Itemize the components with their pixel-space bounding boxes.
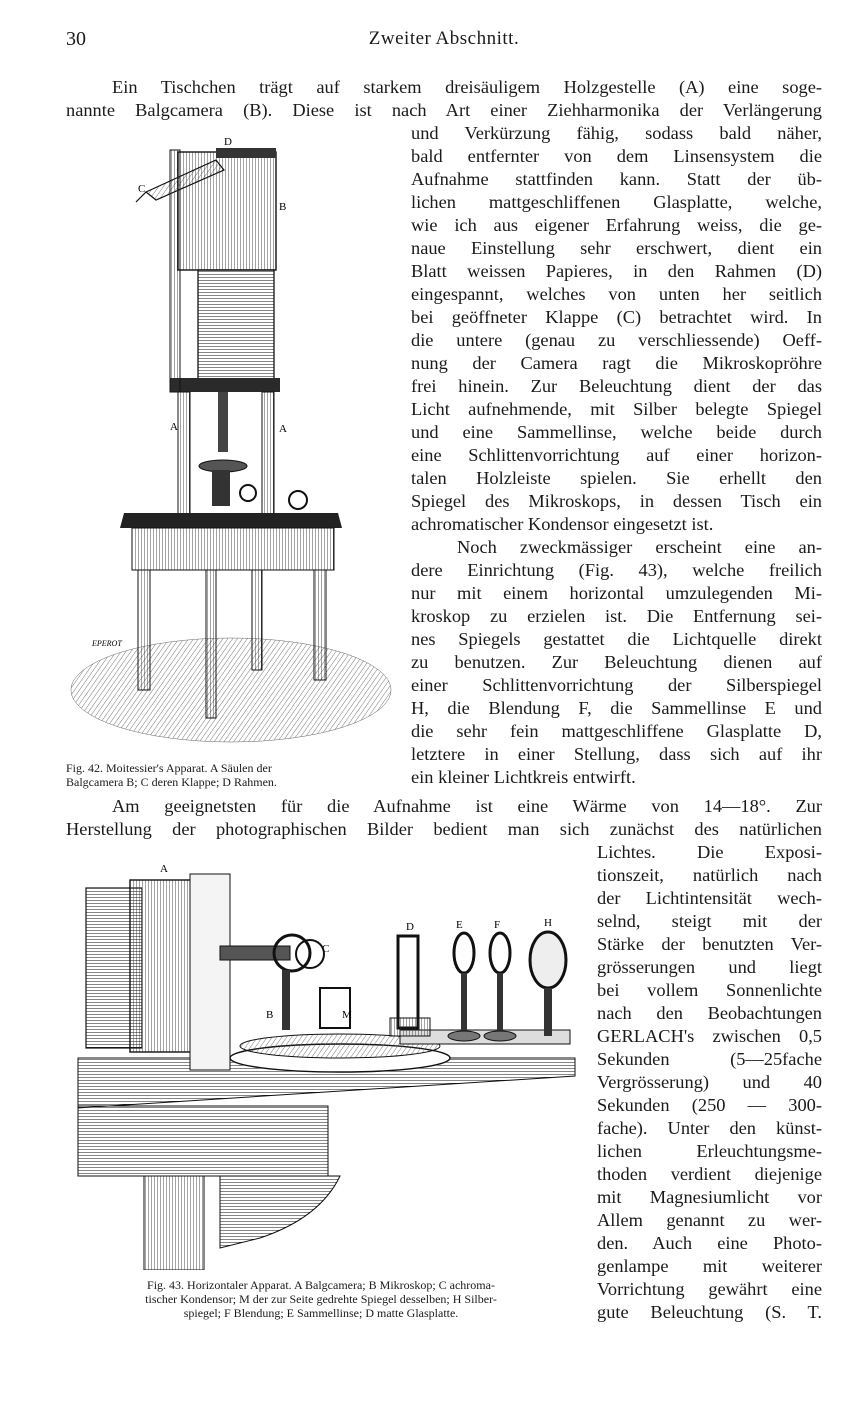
text-line: die untere (genau zu verschliessende) Oeff- bbox=[411, 330, 822, 350]
text-line: Allem genannt zu wer- bbox=[597, 1210, 822, 1230]
text-line: talen Holzleiste spielen. Sie erhellt den bbox=[411, 468, 822, 488]
page-header bbox=[66, 28, 822, 52]
caption-line: spiegel; F Blendung; E Sammellinse; D matte Glasplatte. bbox=[183, 1306, 459, 1320]
text-line: nes Spiegels gestattet die Lichtquelle direkt bbox=[411, 629, 822, 649]
figure-label-c: C bbox=[322, 943, 330, 955]
text-line: wie ich aus eigener Erfahrung weiss, die ge- bbox=[411, 215, 822, 235]
text-line: thoden verdient diejenige bbox=[597, 1164, 822, 1184]
figure-42-illustration bbox=[66, 130, 396, 750]
engraver-signature: EPEROT bbox=[92, 639, 122, 648]
text-line: tionszeit, natürlich nach bbox=[597, 865, 822, 885]
text-line: Aufnahme stattfinden kann. Statt der üb- bbox=[411, 169, 822, 189]
text-line: nannte Balgcamera (B). Diese ist nach Art einer Ziehharmonika der Verlängerung bbox=[66, 100, 822, 120]
text-line: fache). Unter den künst- bbox=[597, 1118, 822, 1138]
page-number: 30 bbox=[66, 28, 86, 50]
text-line: Blatt weissen Papieres, in den Rahmen (D) bbox=[411, 261, 822, 281]
text-line: Am geeignetsten für die Aufnahme ist eine Wärme von 14—18°. Zur bbox=[112, 796, 822, 816]
text-line: und eine Sammellinse, welche beide durch bbox=[411, 422, 822, 442]
text-line: einer Schlittenvorrichtung der Silberspiegel bbox=[411, 675, 822, 695]
figure-label-a: A bbox=[170, 421, 178, 433]
text-line: mit Magnesiumlicht vor bbox=[597, 1187, 822, 1207]
text-line: gute Beleuchtung (S. T. bbox=[597, 1302, 822, 1322]
text-line: nur mit einem horizontal umzulegenden Mi- bbox=[411, 583, 822, 603]
text-line: die sehr fein mattgeschliffene Glasplatte D, bbox=[411, 721, 822, 741]
figure-label-a: A bbox=[160, 863, 168, 875]
running-title: Zweiter Abschnitt. bbox=[368, 28, 520, 49]
text-line: nach den Beobachtungen bbox=[597, 1003, 822, 1023]
figure-label-f: F bbox=[494, 919, 501, 931]
text-line: eingespannt, welches von unten her seitlich bbox=[411, 284, 822, 304]
text-line: Spiegel des Mikroskops, in dessen Tisch ein bbox=[411, 491, 822, 511]
text-line: lichen mattgeschliffenen Glasplatte, welche, bbox=[411, 192, 822, 212]
figure-label-a: A bbox=[279, 423, 287, 435]
text-line: Herstellung der photographischen Bilder bedient man sich zunächst des natürlichen bbox=[66, 819, 822, 839]
text-line: und Verkürzung fähig, sodass bald näher, bbox=[411, 123, 822, 143]
text-line: achromatischer Kondensor eingesetzt ist. bbox=[411, 514, 714, 534]
figure-label-c: C bbox=[138, 183, 146, 195]
caption-line: Fig. 42. Moitessier's Apparat. A Säulen der bbox=[66, 761, 272, 775]
text-line: Sekunden (250 — 300- bbox=[597, 1095, 822, 1115]
text-line: H, die Blendung F, die Sammellinse E und bbox=[411, 698, 822, 718]
figure-42-caption bbox=[66, 761, 391, 789]
text-line: bei geöffneter Klappe (C) betrachtet wird. In bbox=[411, 307, 822, 327]
figure-label-h: H bbox=[544, 917, 552, 929]
text-line: GERLACH's zwischen 0,5 bbox=[597, 1026, 822, 1046]
text-line: Ein Tischchen trägt auf starkem dreisäuligem Holzgestelle (A) eine soge- bbox=[112, 77, 822, 97]
text-line: selnd, steigt mit der bbox=[597, 911, 822, 931]
caption-line: Balgcamera B; C deren Klappe; D Rahmen. bbox=[66, 775, 277, 789]
text-line: zu benutzen. Zur Beleuchtung dienen auf bbox=[411, 652, 822, 672]
figure-label-d: D bbox=[406, 921, 414, 933]
text-line: der Lichtintensität wech- bbox=[597, 888, 822, 908]
text-line: Noch zweckmässiger erscheint eine an- bbox=[457, 537, 822, 557]
text-line: Vorrichtung gewährt eine bbox=[597, 1279, 822, 1299]
text-line: nung der Camera ragt die Mikroskopröhre bbox=[411, 353, 822, 373]
text-line: Licht aufnehmende, mit Silber belegte Spiegel bbox=[411, 399, 822, 419]
text-line: naue Einstellung sehr erschwert, dient ein bbox=[411, 238, 822, 258]
text-line: letztere in einer Stellung, dass sich auf ihr bbox=[411, 744, 822, 764]
figure-43-caption bbox=[60, 1278, 582, 1320]
text-line: lichen Erleuchtungsme- bbox=[597, 1141, 822, 1161]
text-line: genlampe mit weiterer bbox=[597, 1256, 822, 1276]
figure-label-d: D bbox=[224, 136, 232, 148]
figure-label-m: M bbox=[342, 1009, 352, 1021]
figure-label-b: B bbox=[266, 1009, 274, 1021]
text-line: Sekunden (5—25fache bbox=[597, 1049, 822, 1069]
text-line: eine Schlittenvorrichtung auf einer horizon- bbox=[411, 445, 822, 465]
text-line: kroskop zu erzielen ist. Die Entfernung sei- bbox=[411, 606, 822, 626]
figure-43-illustration bbox=[70, 858, 582, 1270]
text-line: bei vollem Sonnenlichte bbox=[597, 980, 822, 1000]
text-line: Stärke der benutzten Ver- bbox=[597, 934, 822, 954]
text-line: frei hinein. Zur Beleuchtung dient der das bbox=[411, 376, 822, 396]
figure-label-b: B bbox=[279, 201, 287, 213]
text-line: bald entfernter von dem Linsensystem die bbox=[411, 146, 822, 166]
text-line: Lichtes. Die Exposi- bbox=[597, 842, 822, 862]
text-line: den. Auch eine Photo- bbox=[597, 1233, 822, 1253]
caption-line: tischer Kondensor; M der zur Seite gedrehte Spiegel desselben; H Silber- bbox=[145, 1292, 497, 1306]
text-line: grösserungen und liegt bbox=[597, 957, 822, 977]
figure-label-e: E bbox=[456, 919, 463, 931]
text-line: dere Einrichtung (Fig. 43), welche freilich bbox=[411, 560, 822, 580]
text-line: Vergrösserung) und 40 bbox=[597, 1072, 822, 1092]
caption-line: Fig. 43. Horizontaler Apparat. A Balgcamera; B Mikroskop; C achroma- bbox=[147, 1278, 495, 1292]
text-line: ein kleiner Lichtkreis entwirft. bbox=[411, 767, 636, 787]
